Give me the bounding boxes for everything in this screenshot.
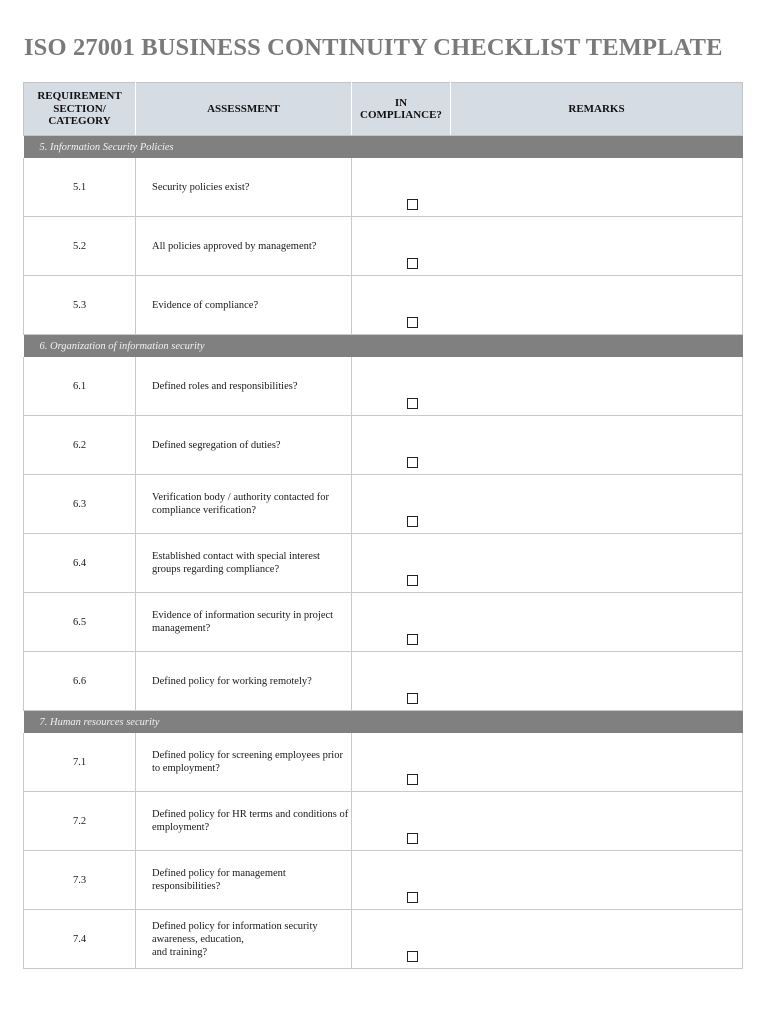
compliance-cell (352, 733, 451, 792)
table-row (24, 851, 743, 910)
compliance-checkbox[interactable] (407, 258, 418, 269)
section-label: 7. Human resources security (24, 711, 743, 734)
remarks-cell[interactable] (451, 851, 743, 910)
table-row (24, 910, 743, 969)
section-row (24, 136, 743, 159)
remarks-cell[interactable] (451, 534, 743, 593)
section-row (24, 711, 743, 734)
compliance-cell (352, 851, 451, 910)
header-compliance: IN COMPLIANCE? (352, 83, 451, 136)
compliance-cell (352, 534, 451, 593)
assessment-cell: Defined policy for HR terms and conditions of employment? (136, 792, 352, 851)
assessment-cell: All policies approved by management? (136, 217, 352, 276)
requirement-section-cell: 7.1 (24, 733, 136, 792)
assessment-cell: Defined policy for information security awareness, education, and training? (136, 910, 352, 969)
requirement-section-cell: 6.4 (24, 534, 136, 593)
table-row (24, 534, 743, 593)
compliance-cell (352, 792, 451, 851)
remarks-cell[interactable] (451, 276, 743, 335)
requirement-section-cell: 5.1 (24, 158, 136, 217)
remarks-cell[interactable] (451, 910, 743, 969)
requirement-section-cell: 6.6 (24, 652, 136, 711)
requirement-section-cell: 6.1 (24, 357, 136, 416)
remarks-cell[interactable] (451, 217, 743, 276)
compliance-checkbox[interactable] (407, 457, 418, 468)
table-row (24, 217, 743, 276)
table-body (24, 136, 743, 969)
compliance-checkbox[interactable] (407, 774, 418, 785)
remarks-cell[interactable] (451, 733, 743, 792)
table-header (24, 83, 743, 136)
section-label: 6. Organization of information security (24, 335, 743, 358)
compliance-checkbox[interactable] (407, 516, 418, 527)
compliance-cell (352, 593, 451, 652)
requirement-section-cell: 6.3 (24, 475, 136, 534)
assessment-cell: Defined policy for management responsibilities? (136, 851, 352, 910)
table-row (24, 475, 743, 534)
page-title: ISO 27001 BUSINESS CONTINUITY CHECKLIST TEMPLATE (24, 34, 723, 61)
header-assessment: ASSESSMENT (136, 83, 352, 136)
compliance-checkbox[interactable] (407, 317, 418, 328)
table-row (24, 733, 743, 792)
requirement-section-cell: 7.2 (24, 792, 136, 851)
assessment-cell: Defined policy for working remotely? (136, 652, 352, 711)
assessment-cell: Evidence of information security in project management? (136, 593, 352, 652)
assessment-cell: Defined policy for screening employees prior to employment? (136, 733, 352, 792)
remarks-cell[interactable] (451, 792, 743, 851)
section-row (24, 335, 743, 358)
requirement-section-cell: 5.2 (24, 217, 136, 276)
compliance-cell (352, 158, 451, 217)
assessment-cell: Verification body / authority contacted for compliance verification? (136, 475, 352, 534)
compliance-cell (352, 652, 451, 711)
compliance-checkbox[interactable] (407, 398, 418, 409)
remarks-cell[interactable] (451, 416, 743, 475)
header-remarks: REMARKS (451, 83, 743, 136)
assessment-cell: Established contact with special interest groups regarding compliance? (136, 534, 352, 593)
compliance-cell (352, 217, 451, 276)
table-row (24, 652, 743, 711)
table-row (24, 158, 743, 217)
compliance-cell (352, 475, 451, 534)
header-requirement: REQUIREMENT SECTION/ CATEGORY (24, 83, 136, 136)
remarks-cell[interactable] (451, 475, 743, 534)
section-label: 5. Information Security Policies (24, 136, 743, 159)
assessment-cell: Security policies exist? (136, 158, 352, 217)
assessment-cell: Defined segregation of duties? (136, 416, 352, 475)
requirement-section-cell: 7.3 (24, 851, 136, 910)
compliance-cell (352, 357, 451, 416)
compliance-checkbox[interactable] (407, 634, 418, 645)
remarks-cell[interactable] (451, 593, 743, 652)
checklist-table (23, 82, 743, 969)
table-row (24, 357, 743, 416)
requirement-section-cell: 6.2 (24, 416, 136, 475)
table-row (24, 593, 743, 652)
remarks-cell[interactable] (451, 652, 743, 711)
compliance-checkbox[interactable] (407, 892, 418, 903)
compliance-cell (352, 910, 451, 969)
requirement-section-cell: 7.4 (24, 910, 136, 969)
compliance-checkbox[interactable] (407, 199, 418, 210)
assessment-cell: Defined roles and responsibilities? (136, 357, 352, 416)
compliance-cell (352, 416, 451, 475)
requirement-section-cell: 5.3 (24, 276, 136, 335)
table-row (24, 792, 743, 851)
remarks-cell[interactable] (451, 357, 743, 416)
compliance-checkbox[interactable] (407, 693, 418, 704)
table-row (24, 276, 743, 335)
compliance-checkbox[interactable] (407, 833, 418, 844)
compliance-checkbox[interactable] (407, 951, 418, 962)
compliance-checkbox[interactable] (407, 575, 418, 586)
requirement-section-cell: 6.5 (24, 593, 136, 652)
remarks-cell[interactable] (451, 158, 743, 217)
compliance-cell (352, 276, 451, 335)
table-row (24, 416, 743, 475)
assessment-cell: Evidence of compliance? (136, 276, 352, 335)
